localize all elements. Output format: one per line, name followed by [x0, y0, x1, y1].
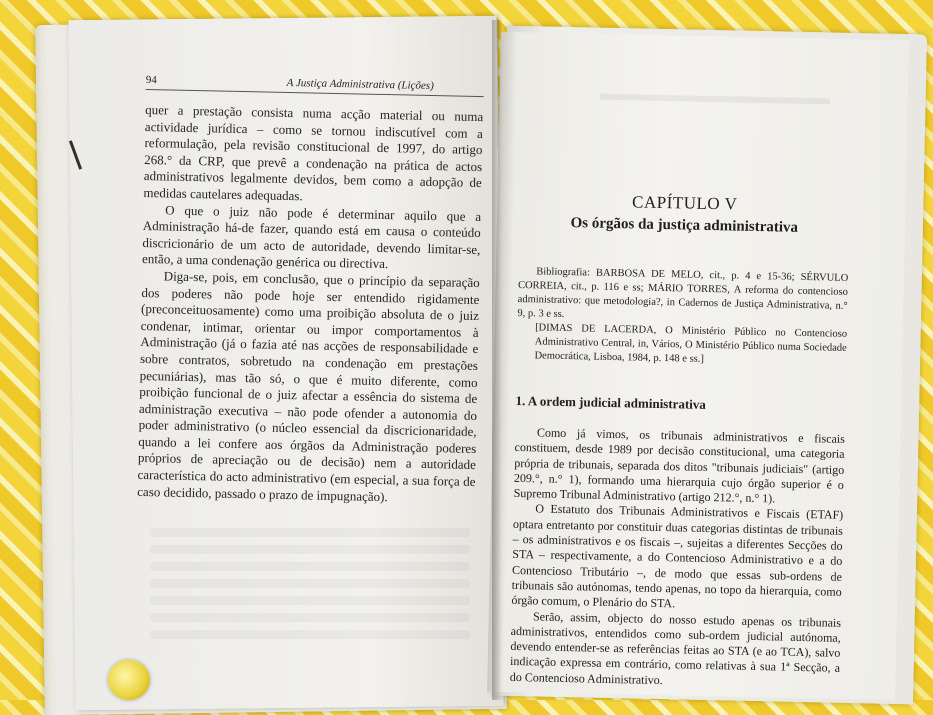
show-through-text	[150, 520, 470, 670]
paragraph: O que o juiz não pode é determinar aquilo que a Administração há-de fazer, quando está em causa o conteúdo discricionário de um acto de autoridade, devendo limitar-se, então, a uma condenação genérica ou directiva.	[141, 201, 482, 272]
running-head-title: A Justiça Administrativa (Lições)	[286, 76, 434, 93]
bibliography-note: [DIMAS DE LACERDA, O Ministério Público no Contencioso Administrativo Central, in, Vários, O Ministério Público numa Sociedade Democrática, Lisboa, 1984, p. 148 e ss.]	[534, 322, 848, 365]
chapter-title: Os órgãos da justiça administrativa	[570, 215, 799, 236]
yellow-button	[108, 660, 150, 700]
left-page-text	[137, 74, 484, 507]
page-number: 94	[145, 74, 157, 87]
section-heading: 1. A ordem judicial administrativa	[515, 392, 707, 412]
paragraph: Como já vimos, os tribunais administrativos e fiscais constituem, desde 1989 por decisão constitucional, uma categoria própria de tribunais, separada dos ditos "tribunais judiciais" (artigo 209.°, n.° 1), formando uma hierarquia cujo órgão superior é o Supremo Tribunal Administrativo (artigo 212.°, n.° 1).	[513, 425, 846, 506]
paragraph: Serão, assim, objecto do nosso estudo apenas os tribunais administrativos, entendidos como sub-ordem judicial autónoma, devendo entender-se as referências feitas ao STA (e ao TCA), salvo indicação expressa em contrário, como relativas à sua 1ª Secção, a do Contencioso Administrativo.	[509, 608, 842, 687]
paragraph: quer a prestação consista numa acção material ou numa actividade jurídica – como se tornou indiscutível com a reformulação, pela revisão constitucional de 1997, do artigo 268.° da CRP, que prevê a condenação na prática de actos administrativos legalmente devidos, bem como a adopção de medidas cautelares adequadas.	[143, 101, 484, 204]
paragraph: O Estatuto dos Tribunais Administrativos e Fiscais (ETAF) optara entretanto por constituir duas categorias distintas de tribunais – os administrativos e os fiscais –, sujeitas a diferentes Secções do STA – respectivamente, a do Contencioso Administrativo e a do Contencioso Tributário –, de modo que essas sub-ordens de tribunais são autónomas, tendo apenas, no topo da hierarquia, como órgão comum, o Plenário do STA.	[511, 501, 844, 611]
right-page-text	[510, 190, 850, 692]
book-gutter	[492, 20, 502, 700]
chapter-number: CAPÍTULO V	[631, 192, 738, 214]
bibliography: Bibliografia: BARBOSA DE MELO, cit., p. 4 e 15-36; SÉRVULO CORREIA, cit., p. 116 e ss; MÁRIO TORRES, A reforma do contencioso administrativo: que metodologia?, in Cadernos de Justiça Administrativa, n.° 9, p. 3 e ss.	[517, 266, 849, 320]
paragraph: Diga-se, pois, em conclusão, que o princípio da separação dos poderes não pode hoje ser entendido rigidamente (preconceituosamente) como uma proibição absoluta de o juiz condenar, intimar, orientar ou impor comportamentos à Administração (já o fazia até nas acções de responsabilidade e sobre contratos, sobretudo na condenação em prestações pecuniárias), mas tão só, o que é muito diferente, como proibição funcional de o juiz afectar a essência do sistema de administração executiva – não pode ofender a autonomia do poder administrativo (o núcleo essencial da discricionaridade, quando a lei confere aos órgãos da Administração poderes próprios de apreciação ou de decisão) nem a autoridade característica do acto administrativo (em especial, a sua força de caso decidido, passado o prazo de impugnação).	[137, 268, 480, 504]
